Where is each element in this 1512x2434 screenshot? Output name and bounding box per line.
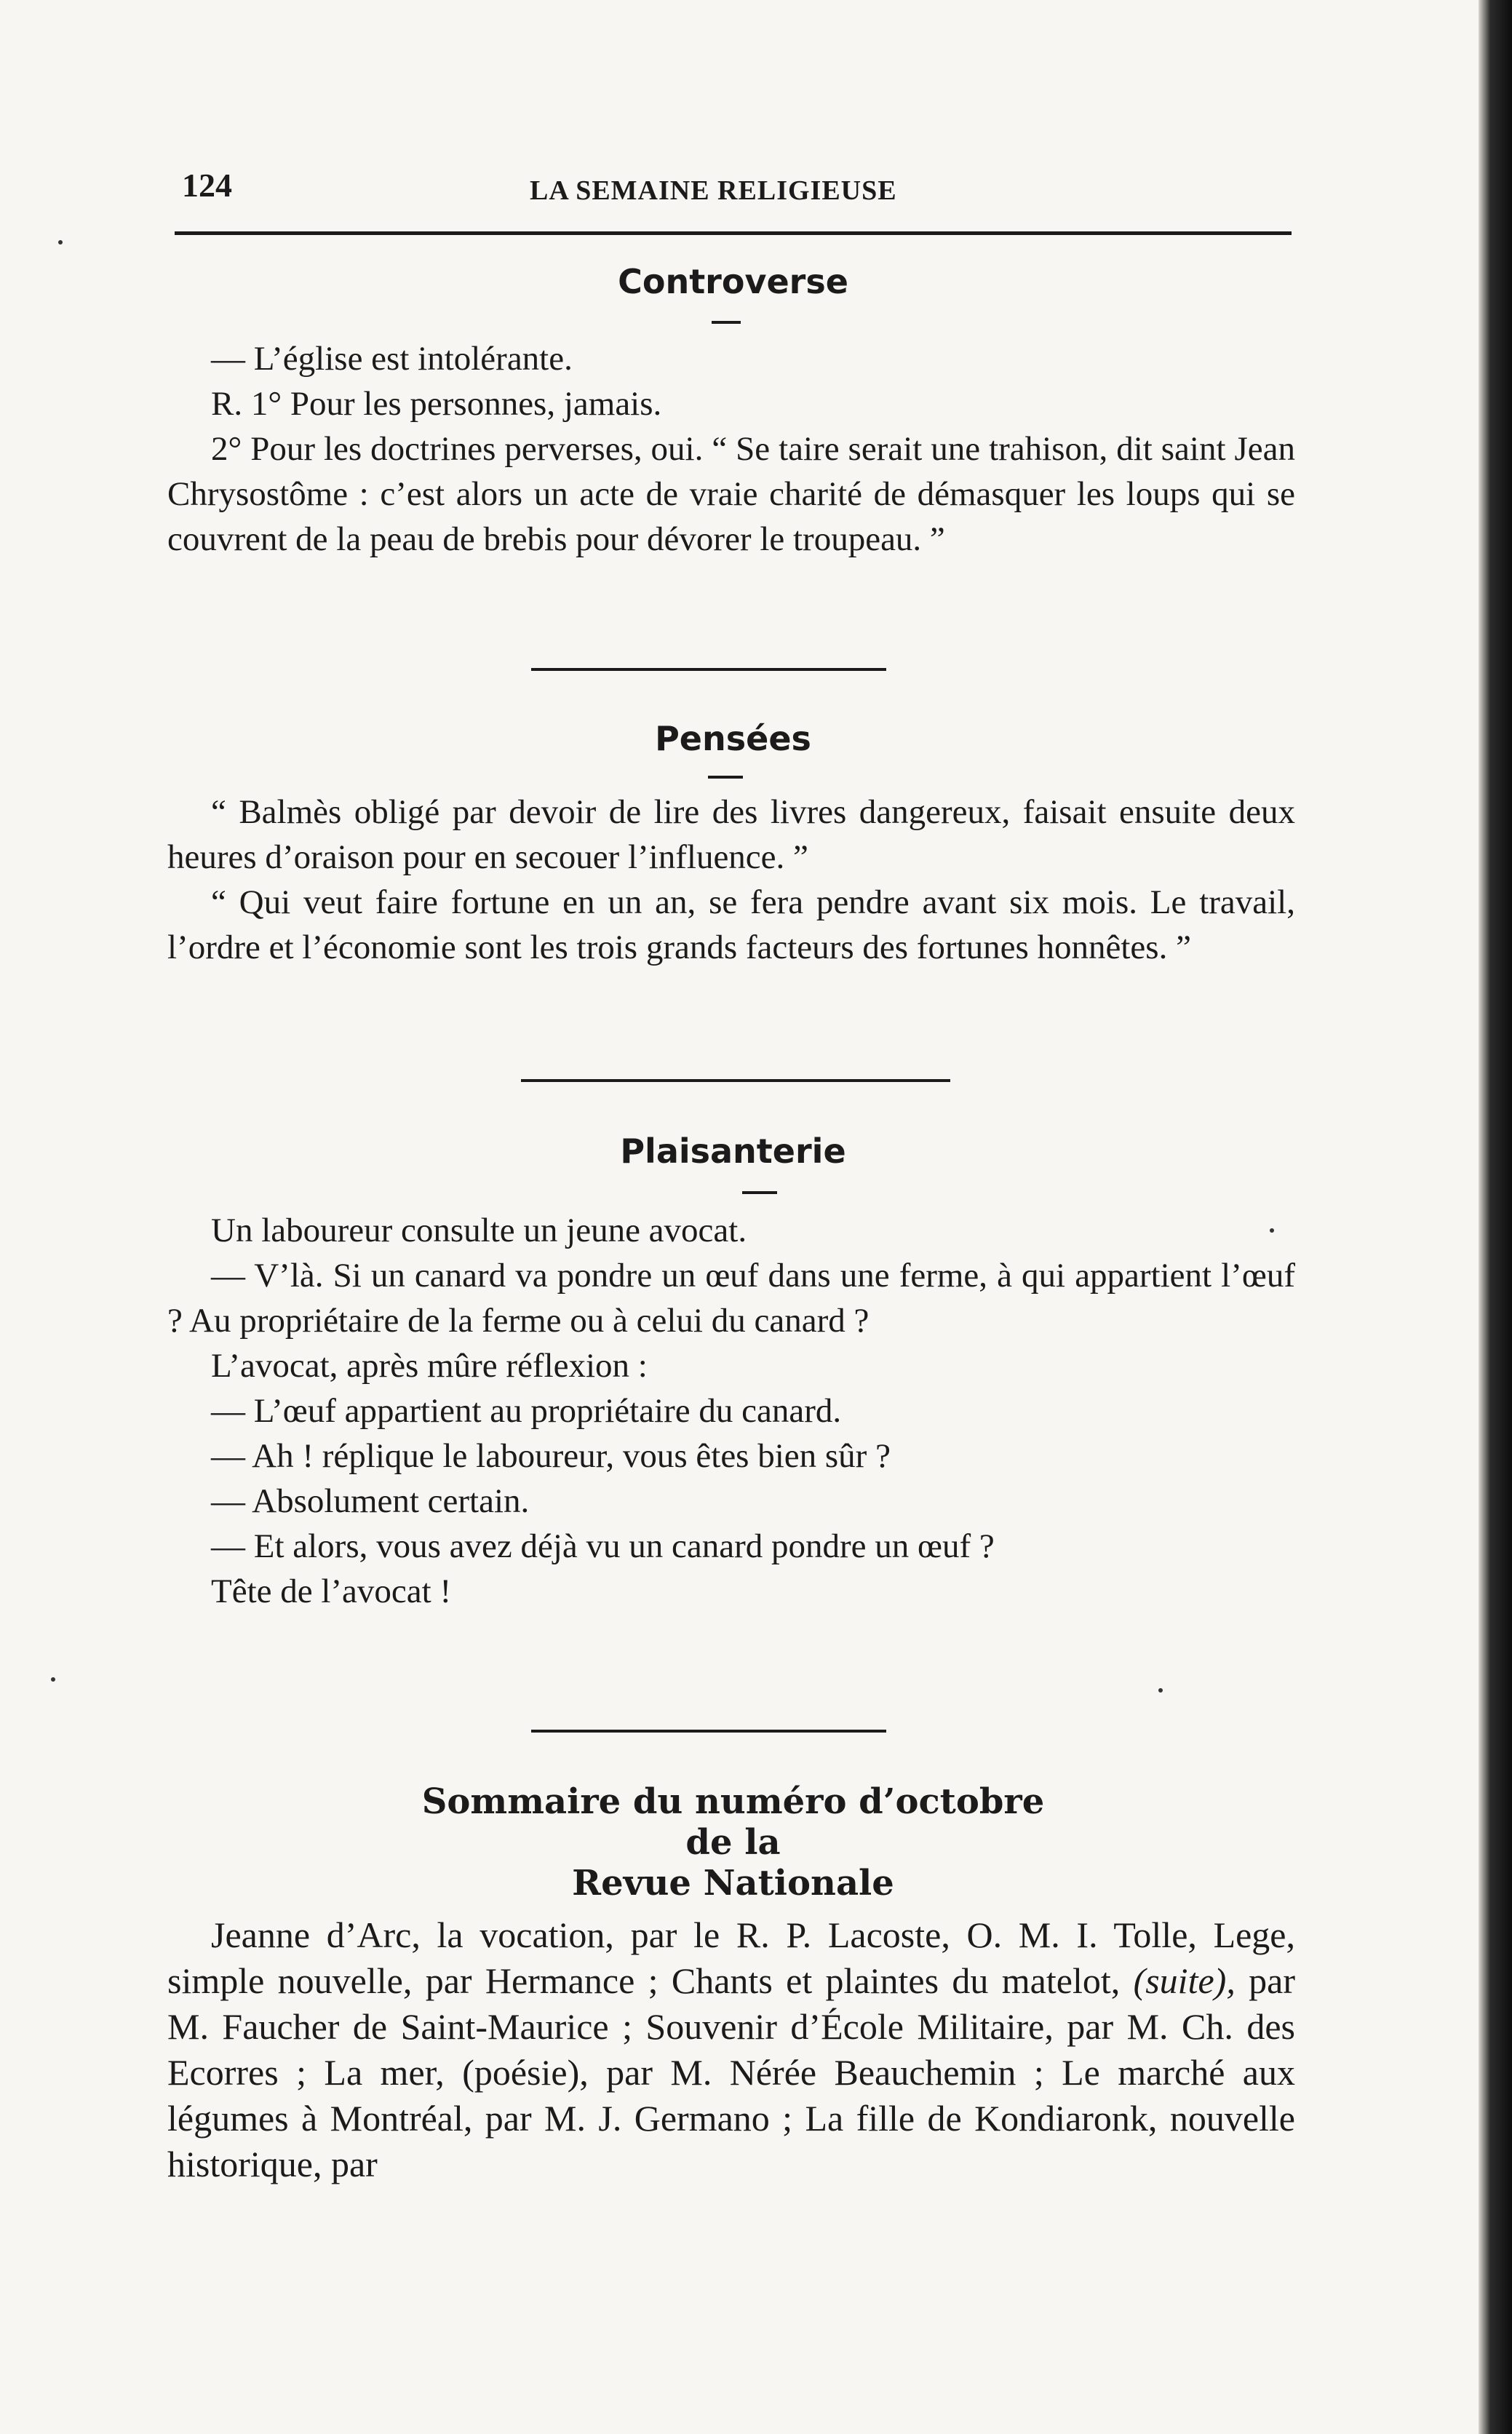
controverse-text [167, 336, 1295, 562]
page-header [175, 166, 1292, 210]
sommaire-text-part: par M. Faucher de Saint-Maurice ; Souvenir d’École Militaire, par M. Ch. des Ecorres ; La mer, (poésie), par M. Nérée Beauchemin ; Le marché aux légumes à Montréal, par M. J. Germano ; La fille de Kondiaronk, nouvelle historique, par [167, 1960, 1296, 2184]
plaisanterie-paragraph: — Et alors, vous avez déjà vu un canard pondre un œuf ? [211, 1527, 995, 1565]
section-separator [531, 668, 886, 671]
running-head: LA SEMAINE RELIGIEUSE [530, 175, 897, 206]
sommaire-title-line: Sommaire du numéro d’octobre [421, 1781, 1045, 1822]
sommaire-title-line: Revue Nationale [572, 1863, 894, 1904]
plaisanterie-text [167, 1208, 1295, 1614]
title-dash [742, 1191, 777, 1194]
pensee-paragraph: “ Qui veut faire fortune en un an, se fera pendre avant six mois. Le travail, l’ordre et l’économie sont les trois grands facteurs des fortunes honnêtes. ” [167, 883, 1295, 966]
plaisanterie-paragraph: — Ah ! réplique le laboureur, vous êtes bien sûr ? [211, 1437, 891, 1475]
header-rule [175, 231, 1292, 235]
controverse-paragraph: 2° Pour les doctrines perverses, oui. “ Se taire serait une trahison, dit saint Jean Chrysostôme : c’est alors un acte de vraie charité de démasquer les loups qui se couvrent de la peau de brebis pour dévorer le troupeau. ” [167, 430, 1295, 558]
page-edge-shadow [1479, 0, 1512, 2434]
plaisanterie-paragraph: Un laboureur consulte un jeune avocat. [211, 1212, 747, 1249]
plaisanterie-paragraph: — V’là. Si un canard va pondre un œuf dans une ferme, à qui appartient l’œuf ? Au propriétaire de la ferme ou à celui du canard ? [167, 1257, 1295, 1340]
sommaire-text-part: Jeanne d’Arc, la vocation, par le R. P. Lacoste, O. M. I. Tolle, Lege, simple nouvelle, par Hermance ; Chants et plaintes du matelot, [167, 1914, 1295, 2001]
plaisanterie-paragraph: — Absolument certain. [211, 1482, 530, 1520]
title-dash [708, 776, 743, 779]
plaisanterie-paragraph: — L’œuf appartient au propriétaire du canard. [211, 1392, 842, 1430]
sommaire-title [175, 1781, 1292, 1904]
sommaire-title-line: de la [685, 1822, 781, 1863]
page-number: 124 [182, 167, 232, 204]
plaisanterie-paragraph: L’avocat, après mûre réflexion : [211, 1347, 648, 1385]
title-dash [712, 321, 741, 324]
pensee-paragraph: “ Balmès obligé par devoir de lire des livres dangereux, faisait ensuite deux heures d’oraison pour en secouer l’influence. ” [167, 793, 1295, 876]
sommaire-paragraph [167, 1912, 1295, 2187]
section-title-pensees: Pensées [655, 719, 811, 758]
controverse-line: R. 1° Pour les personnes, jamais. [211, 385, 662, 423]
pensees-text [167, 790, 1295, 970]
ink-speck [1158, 1688, 1163, 1693]
plaisanterie-paragraph: Tête de l’avocat ! [211, 1572, 452, 1610]
section-separator [531, 1730, 886, 1733]
section-separator [521, 1079, 950, 1082]
section-title-controverse: Controverse [618, 262, 848, 301]
ink-speck [51, 1677, 55, 1682]
section-title-plaisanterie: Plaisanterie [620, 1132, 846, 1171]
sommaire-text [167, 1912, 1295, 2187]
ink-speck [58, 240, 63, 244]
sommaire-italic: (suite), [1133, 1960, 1236, 2001]
controverse-line: — L’église est intolérante. [211, 340, 573, 378]
